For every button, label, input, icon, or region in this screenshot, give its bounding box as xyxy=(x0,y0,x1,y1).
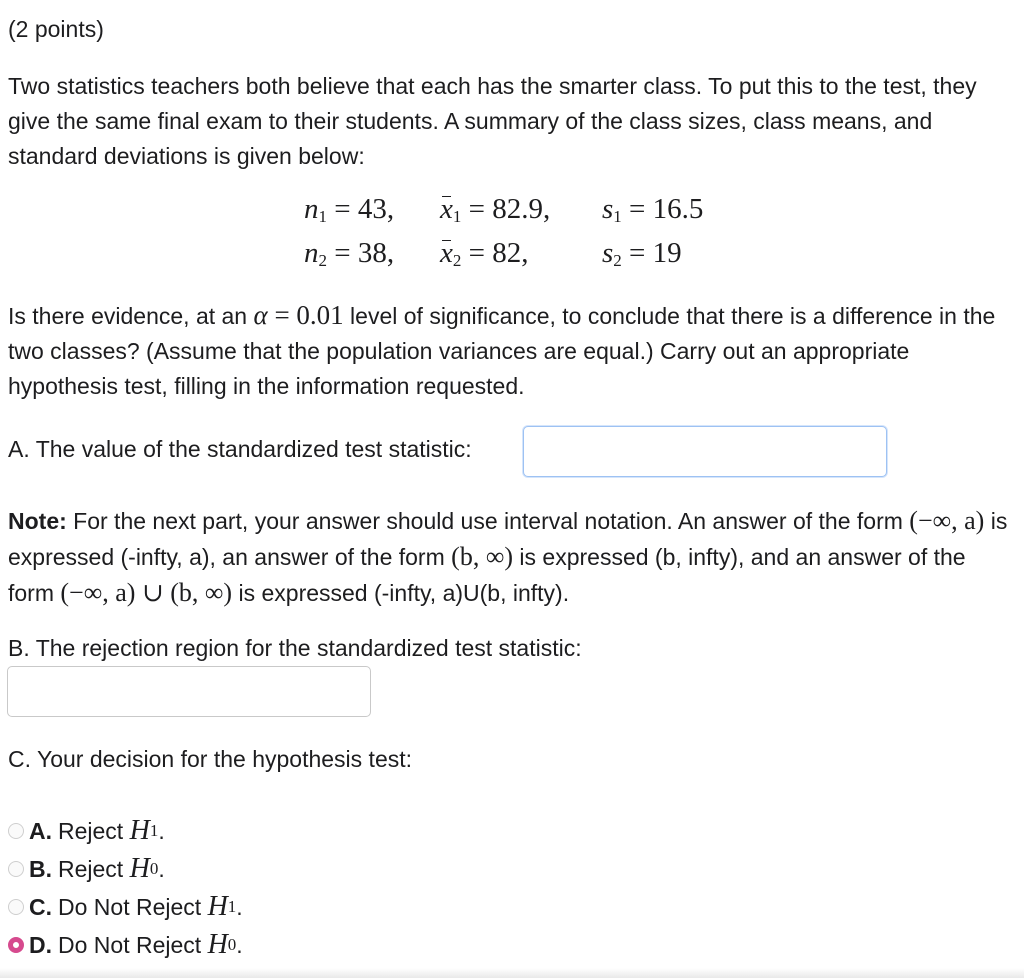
alpha-symbol: α xyxy=(253,300,268,330)
option-b[interactable]: B. Reject H 0 . xyxy=(8,850,243,888)
part-a-label: A. The value of the standardized test statistic: xyxy=(8,436,472,462)
option-d-radio[interactable] xyxy=(8,937,24,953)
n1-value: $n_1 = 43$, xyxy=(304,193,395,226)
option-b-radio[interactable] xyxy=(8,861,24,877)
question-text: Is there evidence, at an α = 0.01 level of significance, to conclude that there is a difference in the two classes? (Assume that the population variances are equal.) Carry out an appropriate hypothesis test, filling in the information requested. xyxy=(8,300,996,399)
n2-value: $n_2 = 38$, xyxy=(304,237,395,270)
option-a[interactable]: A. Reject H 1 . xyxy=(8,812,243,850)
stats-row-class-2 xyxy=(8,237,808,281)
part-c-label: C. Your decision for the hypothesis test: xyxy=(8,746,413,772)
test-statistic-input[interactable] xyxy=(523,426,887,477)
note-bold: Note: xyxy=(8,508,67,534)
part-b-label: B. The rejection region for the standardized test statistic: xyxy=(8,635,582,661)
window-bottom-edge xyxy=(0,968,1024,978)
option-c-radio[interactable] xyxy=(8,899,24,915)
problem-intro: Two statistics teachers both believe that each has the smarter class. To put this to the test, they give the same final exam to their students. A summary of the class sizes, class means, and standard deviations is given below: xyxy=(8,73,977,169)
option-d[interactable]: D. Do Not Reject H 0 . xyxy=(8,926,243,964)
option-c[interactable]: C. Do Not Reject H 1 . xyxy=(8,888,243,926)
note-text: Note: For the next part, your answer should use interval notation. An answer of the form (−∞, a) is expressed (-infty, a), an answer of the form (b, ∞) is expressed (b, infty), and an answer of the form (−∞, a) ∪ (b, ∞) is expressed (-infty, a)U(b, infty). xyxy=(8,506,1008,607)
points-label: (2 points) xyxy=(8,16,104,42)
x2-value: $x_2 = 82$, xyxy=(440,237,529,270)
stats-summary xyxy=(8,193,808,281)
decision-options xyxy=(8,812,243,964)
s2-value: $s_2 = 19$ xyxy=(602,237,682,270)
x1-value: $x_1 = 82.9$, xyxy=(440,193,551,226)
rejection-region-input[interactable] xyxy=(7,666,371,717)
option-a-radio[interactable] xyxy=(8,823,24,839)
stats-row-class-1 xyxy=(8,193,808,237)
s1-value: $s_1 = 16.5$ xyxy=(602,193,704,226)
